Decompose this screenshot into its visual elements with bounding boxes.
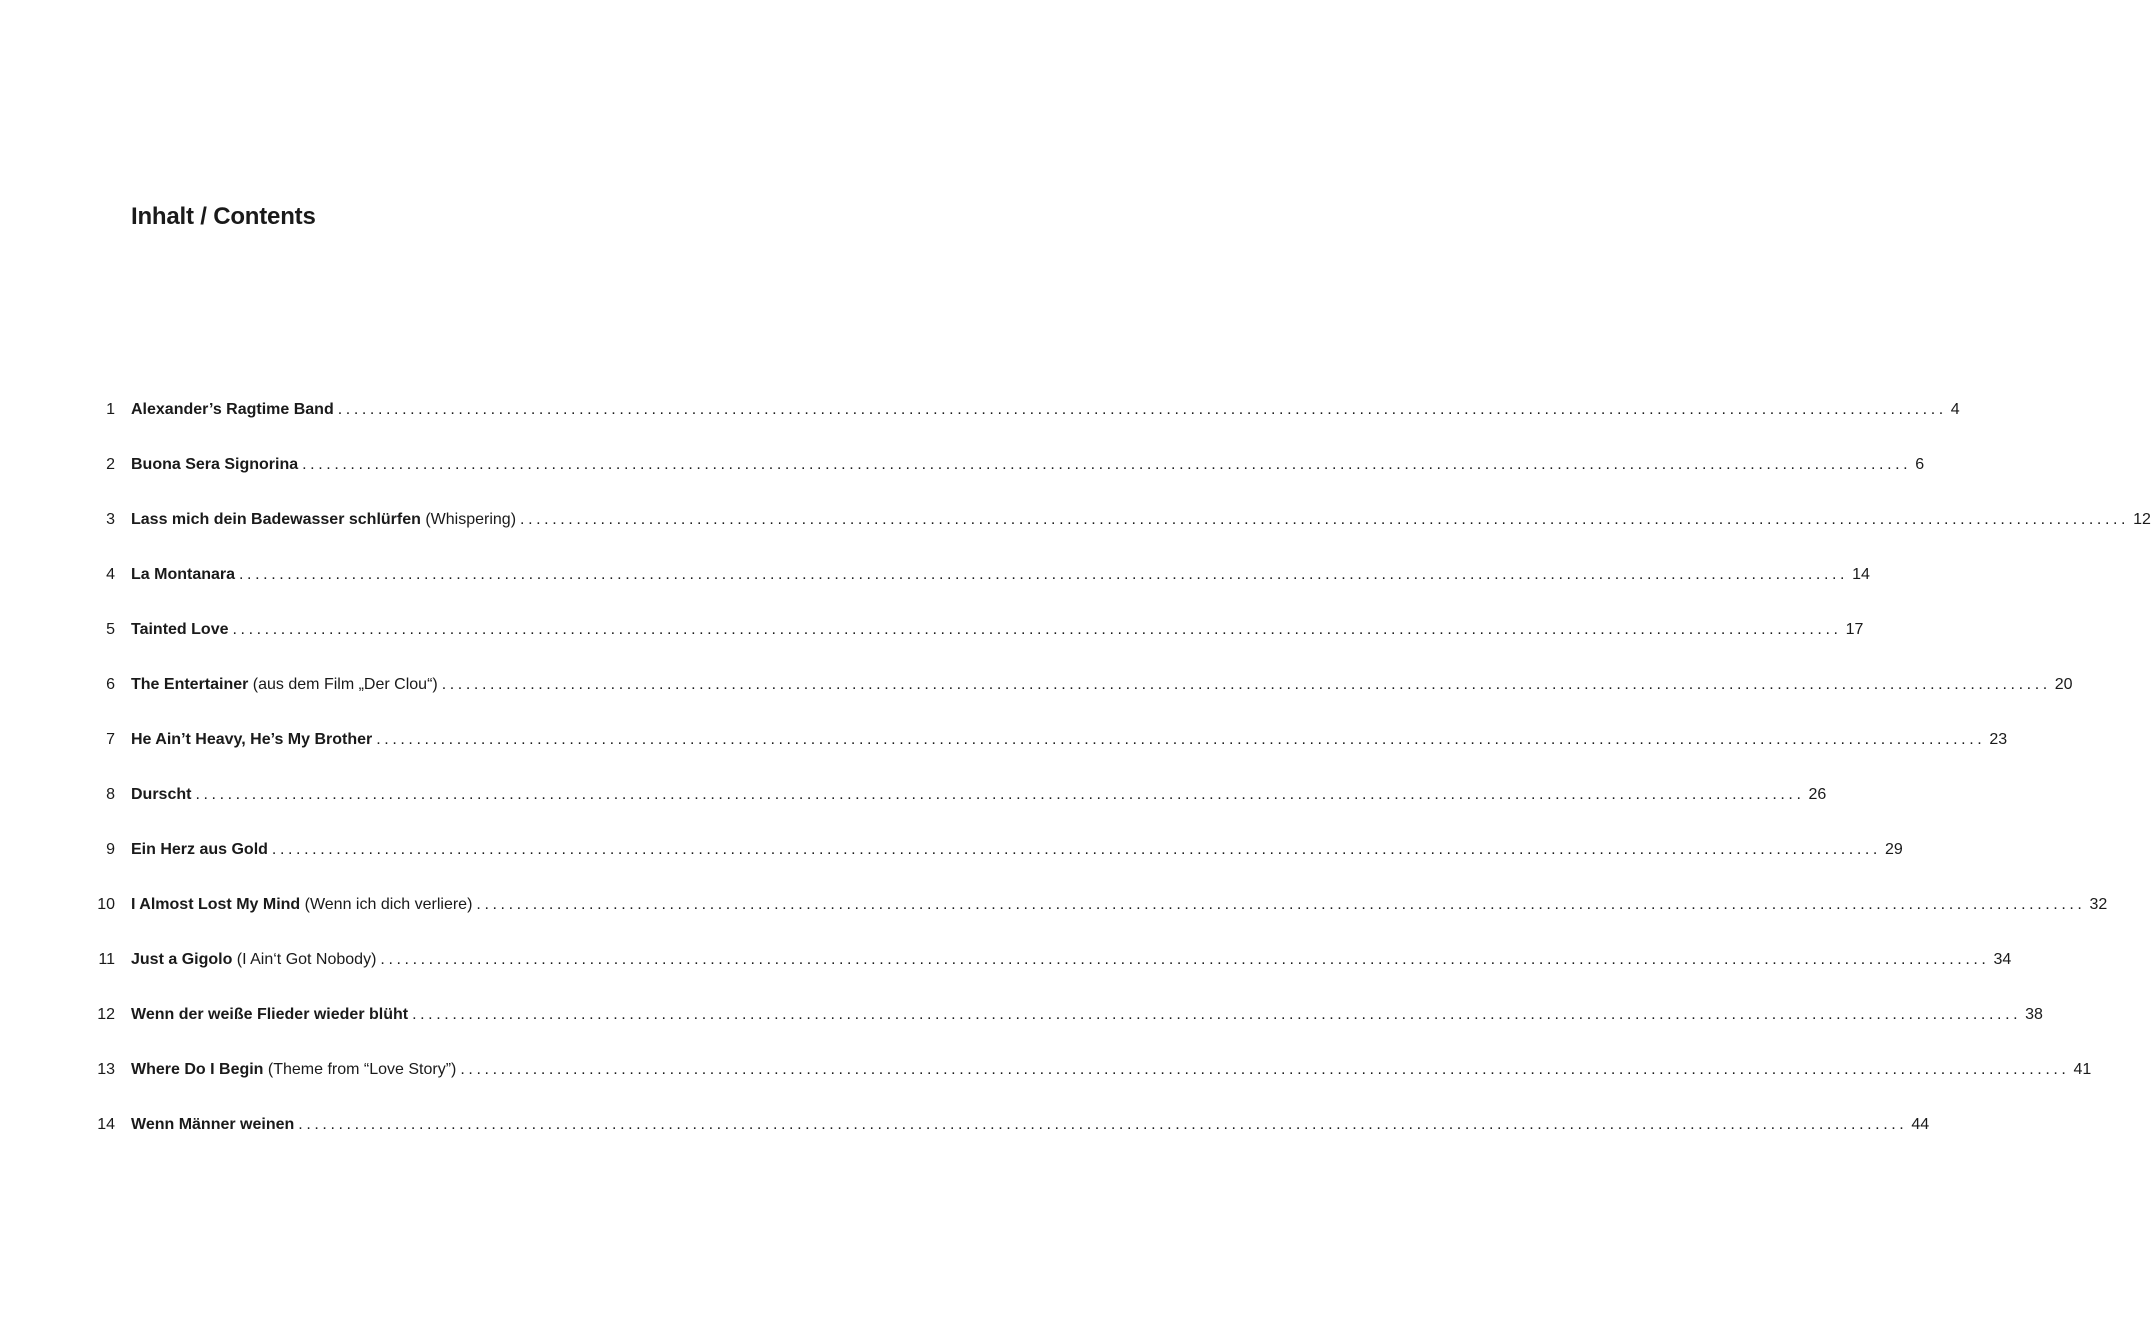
entry-title-group <box>131 948 376 972</box>
entry-page-number: 4 <box>1950 401 1960 418</box>
dot-leader: ........................................................................................................................................................................................................ <box>337 401 1947 418</box>
dot-leader: ........................................................................................................................................................................................................ <box>441 676 2051 693</box>
toc-entry[interactable] <box>88 673 2073 697</box>
dot-leader: ........................................................................................................................................................................................................ <box>271 841 1881 858</box>
entry-title: Wenn Männer weinen <box>131 1116 295 1133</box>
toc-entry[interactable] <box>88 618 1864 642</box>
entry-title-group <box>131 1113 294 1137</box>
entry-title: The Entertainer <box>131 676 249 693</box>
entry-title-group <box>131 563 235 587</box>
entry-title: Where Do I Begin <box>131 1061 264 1078</box>
entry-title: Alexander’s Ragtime Band <box>131 401 334 418</box>
entry-subtitle: (aus dem Film „Der Clou“) <box>248 676 438 693</box>
entry-title: La Montanara <box>131 566 236 583</box>
toc-entry[interactable] <box>88 728 2008 752</box>
dot-leader: ........................................................................................................................................................................................................ <box>239 566 1849 583</box>
entry-page-number: 26 <box>1808 786 1827 803</box>
entry-title: Ein Herz aus Gold <box>131 841 268 858</box>
entry-page-number: 6 <box>1915 456 1925 473</box>
toc-entry[interactable] <box>88 398 1960 422</box>
entry-title-group <box>131 783 191 807</box>
toc-entry[interactable] <box>88 563 1870 587</box>
entry-title-group <box>131 673 438 697</box>
toc-entry[interactable] <box>88 1113 1930 1137</box>
toc-entry[interactable] <box>88 948 2012 972</box>
entry-number: 7 <box>106 731 115 748</box>
entry-number: 3 <box>106 511 115 528</box>
entry-page-number: 29 <box>1884 841 1903 858</box>
entry-title: Buona Sera Signorina <box>131 456 299 473</box>
dot-leader: ........................................................................................................................................................................................................ <box>376 731 1986 748</box>
entry-number: 12 <box>97 1006 115 1023</box>
toc-entry[interactable] <box>88 508 2151 532</box>
entry-title: Wenn der weiße Flieder wieder blüht <box>131 1006 409 1023</box>
entry-subtitle: (Whispering) <box>420 511 517 528</box>
entry-title: Tainted Love <box>131 621 229 638</box>
dot-leader: ........................................................................................................................................................................................................ <box>520 511 2130 528</box>
toc-entry[interactable] <box>88 453 1925 477</box>
entry-number: 8 <box>106 786 115 803</box>
entry-page-number: 38 <box>2025 1006 2043 1023</box>
entry-title-group <box>131 838 268 862</box>
entry-page-number: 32 <box>2089 896 2108 913</box>
entry-subtitle: (Theme from “Love Story”) <box>263 1061 457 1078</box>
toc-entry[interactable] <box>88 1058 2092 1082</box>
entry-number: 1 <box>106 401 115 418</box>
entry-number: 9 <box>106 841 115 858</box>
entry-title: I Almost Lost My Mind <box>131 896 301 913</box>
entry-title-group <box>131 893 472 917</box>
entry-title-group <box>131 618 229 642</box>
entry-page-number: 20 <box>2054 676 2073 693</box>
entry-title: Lass mich dein Badewasser schlürfen <box>131 511 421 528</box>
entry-page-number: 14 <box>1852 566 1870 583</box>
toc-entry[interactable] <box>88 893 2108 917</box>
entry-number: 14 <box>97 1116 115 1133</box>
entry-page-number: 34 <box>1993 951 2012 968</box>
entry-page-number: 17 <box>1845 621 1864 638</box>
entry-title: Durscht <box>131 786 192 803</box>
toc-entry[interactable] <box>88 1003 2043 1027</box>
dot-leader: ........................................................................................................................................................................................................ <box>195 786 1805 803</box>
dot-leader: ........................................................................................................................................................................................................ <box>232 621 1842 638</box>
entry-subtitle: (I Ain‘t Got Nobody) <box>232 951 377 968</box>
entry-title: He Ain’t Heavy, He’s My Brother <box>131 731 373 748</box>
entry-number: 10 <box>97 896 115 913</box>
entry-number: 13 <box>97 1061 115 1078</box>
entry-number: 2 <box>106 456 115 473</box>
entry-number: 6 <box>106 676 115 693</box>
dot-leader: ........................................................................................................................................................................................................ <box>476 896 2086 913</box>
entry-title-group <box>131 398 334 422</box>
entry-title-group <box>131 508 516 532</box>
entry-page-number: 41 <box>2073 1061 2092 1078</box>
entry-number: 5 <box>106 621 115 638</box>
toc-entry[interactable] <box>88 783 1827 807</box>
entry-number: 11 <box>98 951 115 968</box>
page-title: Inhalt / Contents <box>131 203 316 230</box>
dot-leader: ........................................................................................................................................................................................................ <box>298 1116 1908 1133</box>
entry-title-group <box>131 1003 408 1027</box>
dot-leader: ........................................................................................................................................................................................................ <box>412 1006 2022 1023</box>
entry-subtitle: (Wenn ich dich verliere) <box>300 896 473 913</box>
entry-title-group <box>131 1058 456 1082</box>
entry-title-group <box>131 453 298 477</box>
entry-title-group <box>131 728 372 752</box>
entry-number: 4 <box>106 566 115 583</box>
dot-leader: ........................................................................................................................................................................................................ <box>460 1061 2070 1078</box>
dot-leader: ........................................................................................................................................................................................................ <box>302 456 1912 473</box>
entry-page-number: 23 <box>1989 731 2008 748</box>
entry-title: Just a Gigolo <box>131 951 233 968</box>
entry-page-number: 12 <box>2133 511 2151 528</box>
toc-entry[interactable] <box>88 838 1903 862</box>
entry-page-number: 44 <box>1911 1116 1930 1133</box>
dot-leader: ........................................................................................................................................................................................................ <box>380 951 1990 968</box>
